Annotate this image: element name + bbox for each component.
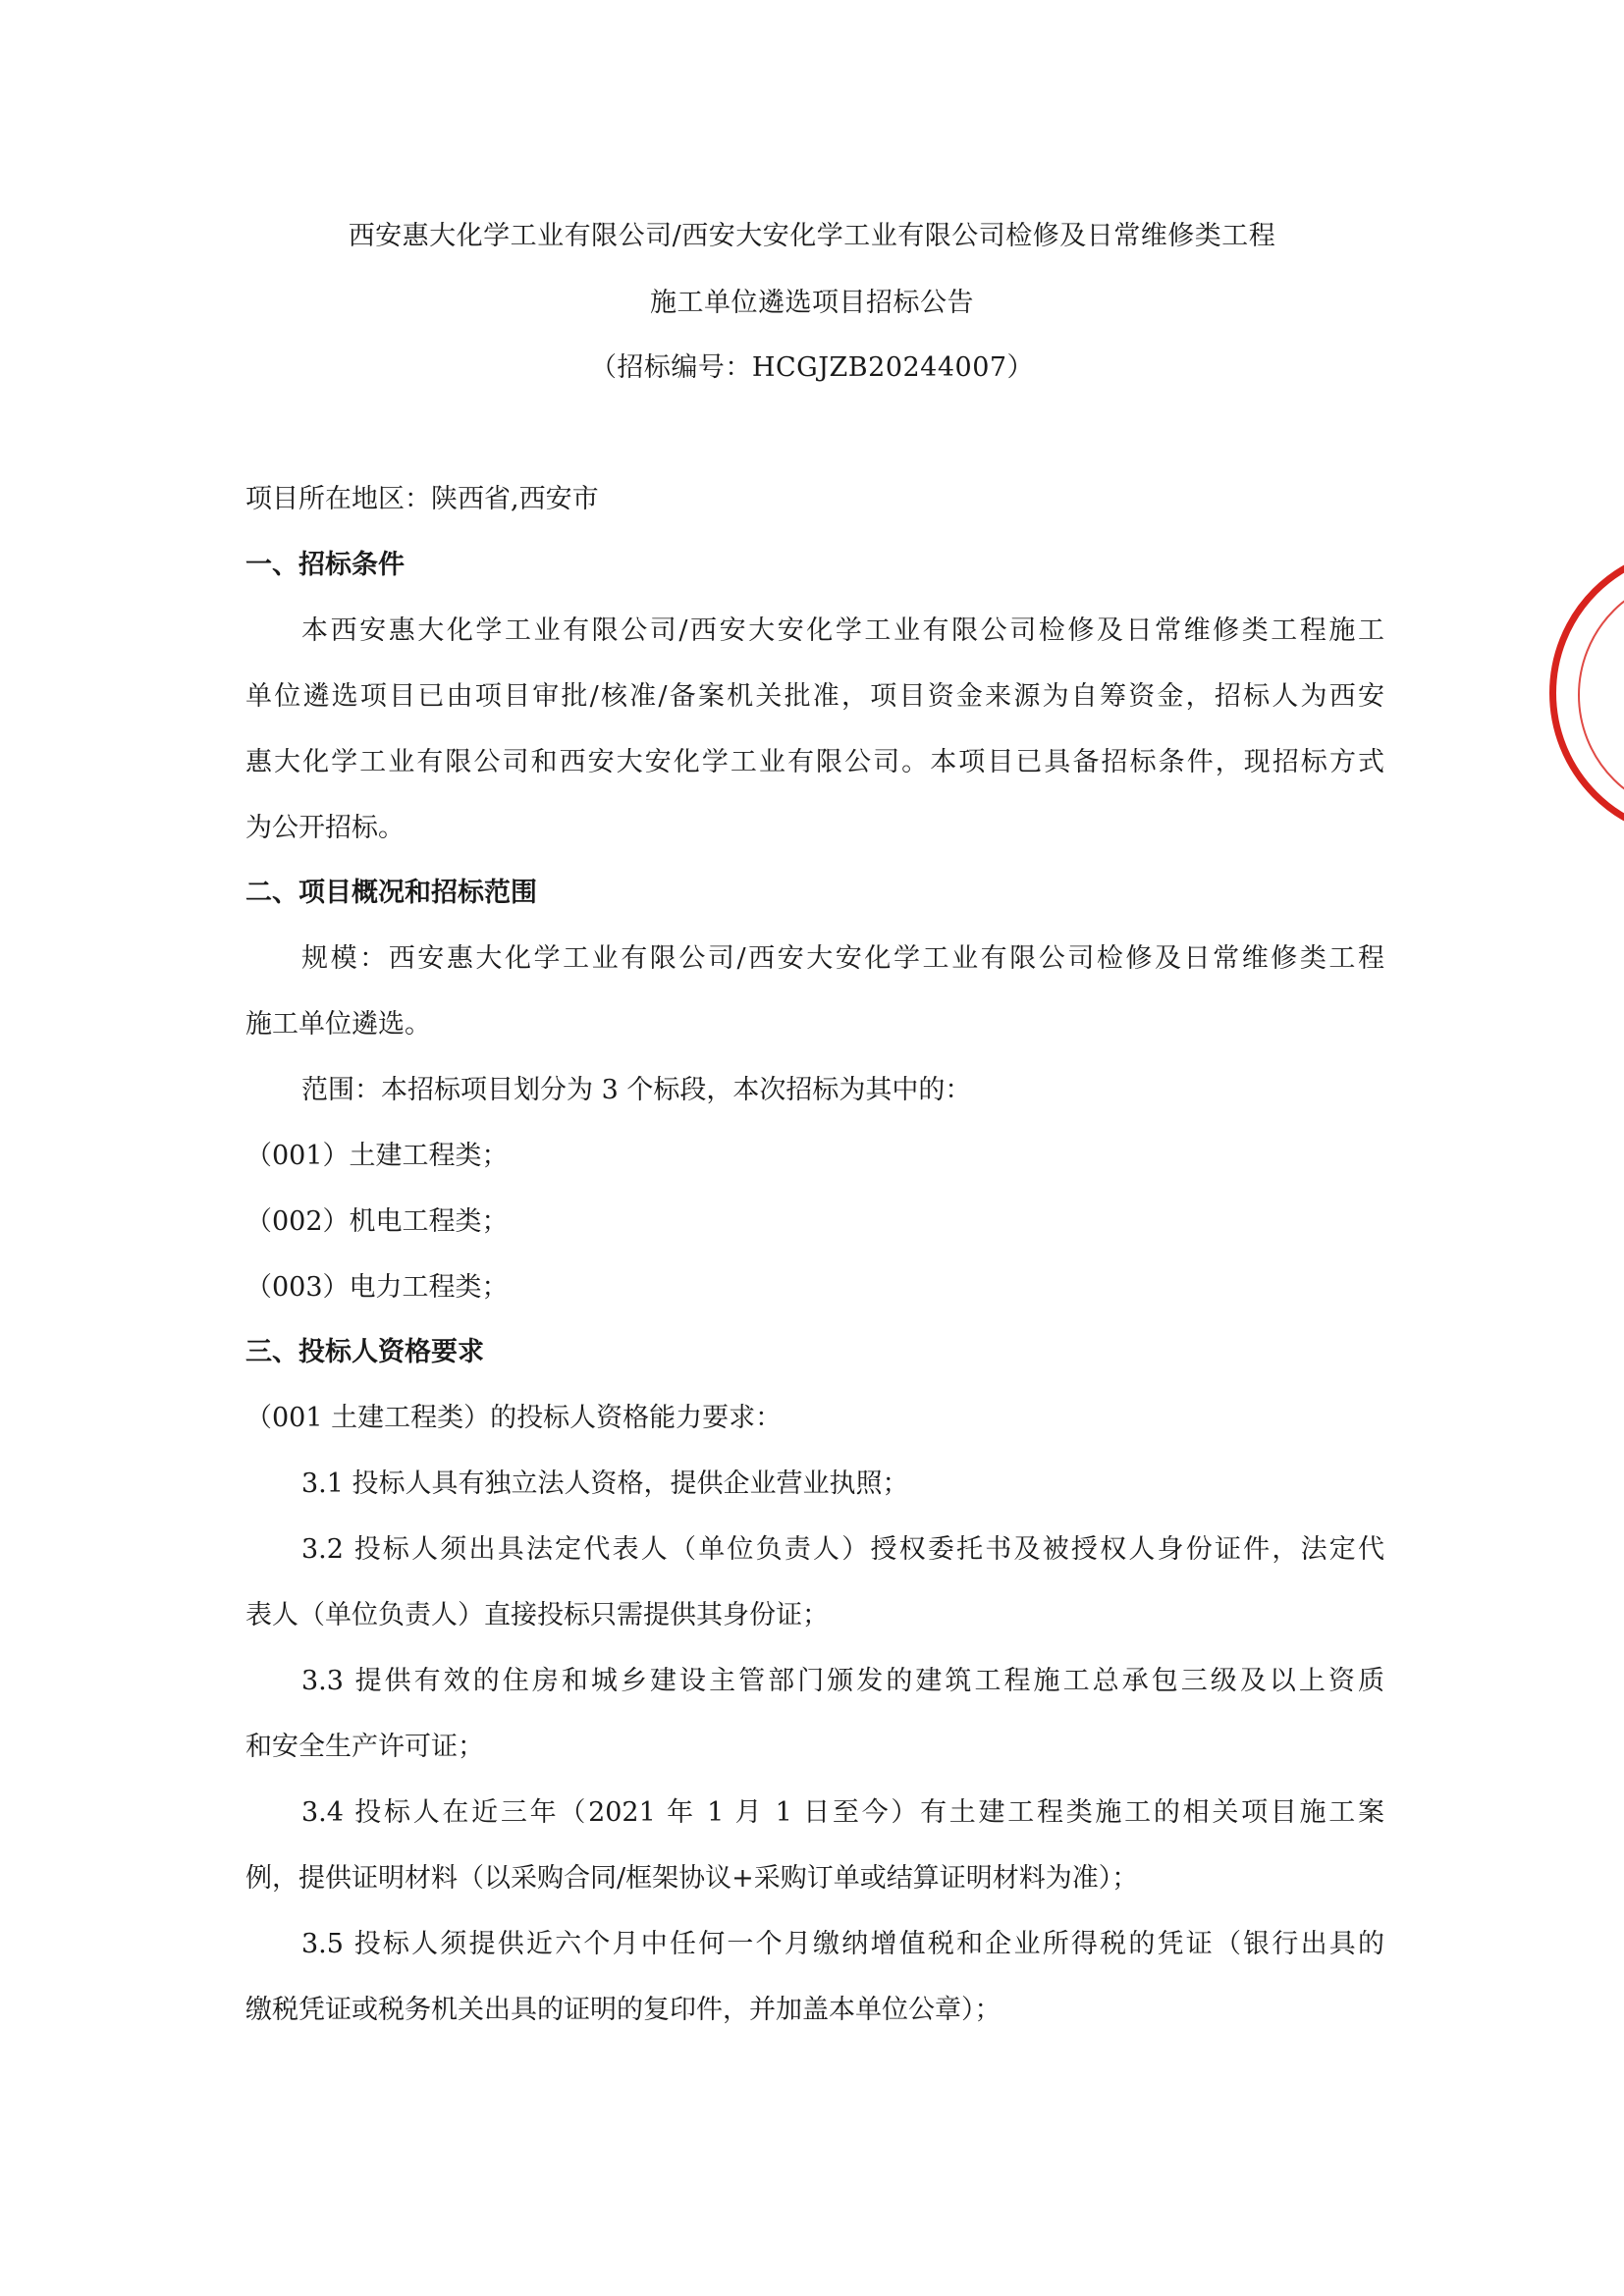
title-line-2: 施工单位遴选项目招标公告 <box>650 288 974 318</box>
scale-line: 规模：西安惠大化学工业有限公司/西安大安化学工业有限公司检修及日常维修类工程 <box>301 943 1384 974</box>
section-1-heading: 一、招标条件 <box>245 550 405 580</box>
qualification-item: 3.5 投标人须提供近六个月中任何一个月缴纳增值税和企业所得税的凭证（银行出具的 <box>301 1929 1384 1959</box>
company-seal <box>1549 546 1624 840</box>
qualification-intro: （001 土建工程类）的投标人资格能力要求： <box>245 1403 783 1433</box>
qualification-item: 3.3 提供有效的住房和城乡建设主管部门颁发的建筑工程施工总承包三级及以上资质 <box>301 1666 1384 1696</box>
lot-item: （002）机电工程类； <box>245 1206 509 1237</box>
section-3-heading: 三、投标人资格要求 <box>245 1337 484 1367</box>
qualification-item-cont: 例，提供证明材料（以采购合同/框架协议+采购订单或结算证明材料为准）； <box>245 1863 1139 1894</box>
section-1-line: 惠大化学工业有限公司和西安大安化学工业有限公司。本项目已具备招标条件，现招标方式 <box>245 747 1384 777</box>
section-1-line: 为公开招标。 <box>245 813 405 843</box>
qualification-item: 3.2 投标人须出具法定代表人（单位负责人）授权委托书及被授权人身份证件，法定代 <box>301 1534 1384 1565</box>
lot-item: （003）电力工程类； <box>245 1272 509 1303</box>
qualification-item: 3.4 投标人在近三年（2021 年 1 月 1 日至今）有土建工程类施工的相关项目施工案 <box>301 1797 1384 1828</box>
section-1-line: 单位遴选项目已由项目审批/核准/备案机关批准，项目资金来源为自筹资金，招标人为西安 <box>245 681 1384 712</box>
title-line-1: 西安惠大化学工业有限公司/西安大安化学工业有限公司检修及日常维修类工程 <box>348 221 1276 251</box>
scale-line: 施工单位遴选。 <box>245 1009 431 1040</box>
qualification-item-cont: 表人（单位负责人）直接投标只需提供其身份证； <box>245 1600 829 1630</box>
seal-inner-ring <box>1578 574 1624 816</box>
qualification-item-cont: 和安全生产许可证； <box>245 1732 484 1762</box>
tender-code: （招标编号：HCGJZB20244007） <box>589 352 1035 383</box>
section-1-line: 本西安惠大化学工业有限公司/西安大安化学工业有限公司检修及日常维修类工程施工 <box>301 615 1384 646</box>
qualification-item: 3.1 投标人具有独立法人资格，提供企业营业执照； <box>301 1468 909 1499</box>
lot-item: （001）土建工程类； <box>245 1141 509 1171</box>
qualification-item-cont: 缴税凭证或税务机关出具的证明的复印件，并加盖本单位公章）； <box>245 1995 1001 2025</box>
range-line: 范围：本招标项目划分为 3 个标段，本次招标为其中的： <box>301 1075 972 1105</box>
project-location: 项目所在地区：陕西省,西安市 <box>245 484 599 514</box>
section-2-heading: 二、项目概况和招标范围 <box>245 878 537 908</box>
